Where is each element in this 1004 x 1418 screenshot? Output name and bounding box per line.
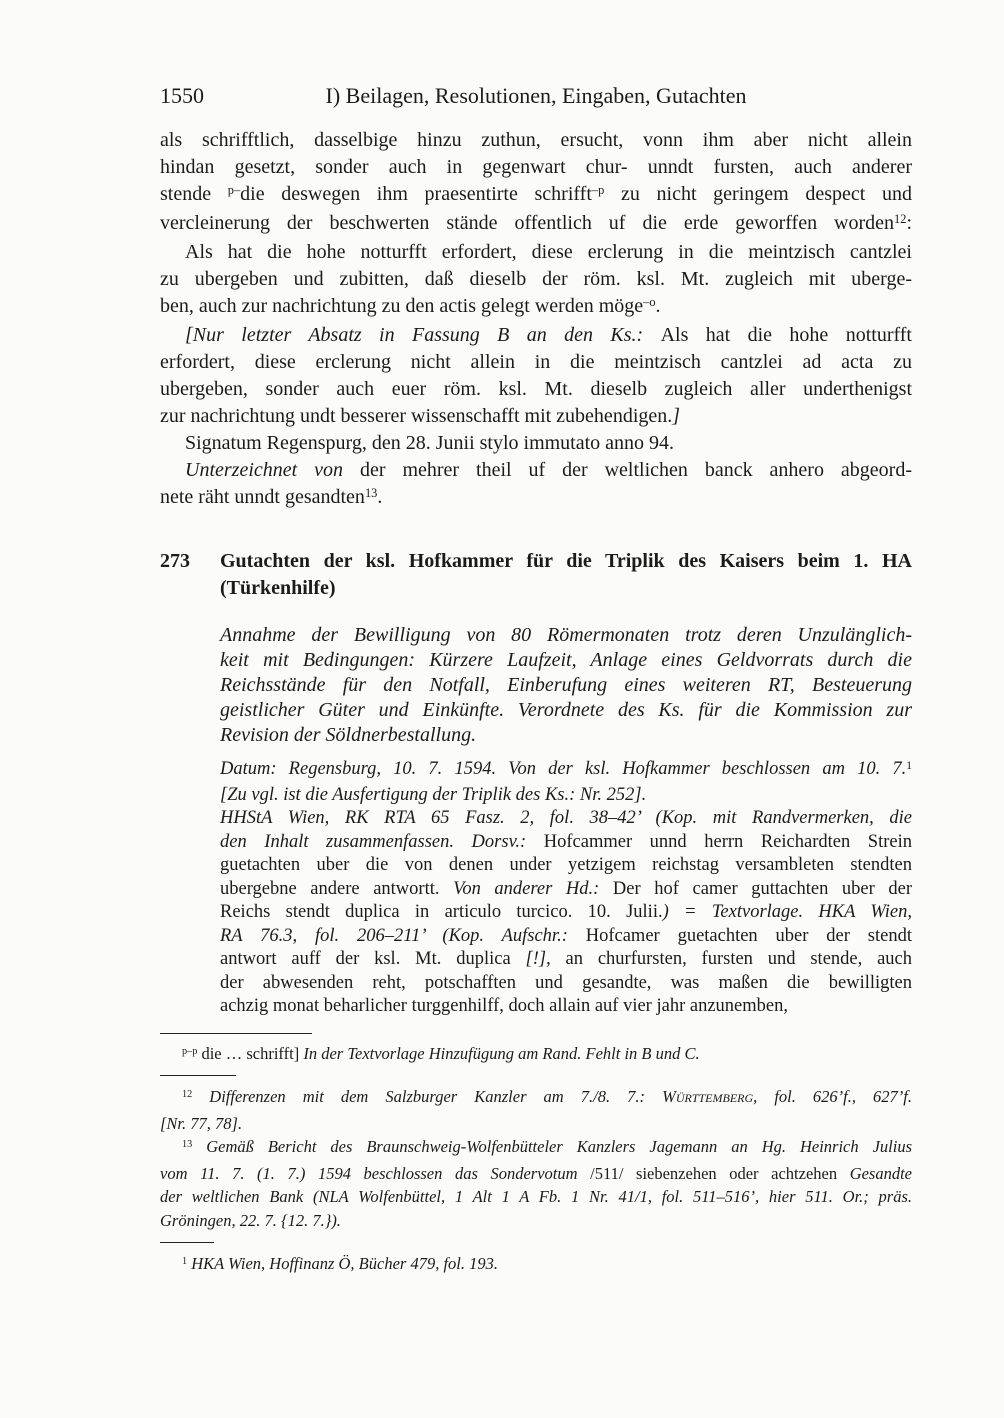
- text-line: [220, 648, 912, 673]
- source-note: [220, 758, 912, 1019]
- text-run: vom 11. 7. (1. 7.) 1594 beschlossen das Sondervotum: [160, 1163, 591, 1183]
- text-run: Gesandte: [849, 1163, 913, 1183]
- text-run: ]: [672, 405, 681, 427]
- text-run: den Inhalt zusammenfassen. Dorsv.:: [220, 831, 544, 852]
- footnote-1-rule: [160, 1242, 214, 1243]
- text-run: HHStA Wien, RK RTA 65 Fasz. 2, fol. 38–42’ (Kop. mit Randvermerken, die: [220, 808, 912, 828]
- text-line: [220, 948, 912, 972]
- text-line: [160, 484, 912, 513]
- text-line: [160, 293, 912, 322]
- footnote-12: [160, 1085, 912, 1135]
- body-paragraph-5: [160, 457, 912, 513]
- text-run: zu ubergeben und zubitten, daß dieselb der röm. ksl. Mt. zugleich mit uberge-: [160, 268, 912, 290]
- superscript-mark: 13: [364, 486, 378, 501]
- text-line: [160, 349, 912, 376]
- text-run: Differenzen mit dem Salzburger Kanzler am 7./8. 7.:: [209, 1087, 663, 1106]
- section-heading-273: [160, 548, 912, 602]
- text-run: [Nur letzter Absatz in Fassung B an den Ks.:: [185, 324, 661, 346]
- text-run: Württemberg: [662, 1087, 754, 1106]
- text-line: [220, 623, 912, 648]
- text-run: antwort auff der ksl. Mt. duplica: [220, 949, 526, 969]
- text-run: nete räht unndt gesandten: [160, 486, 365, 508]
- text-line: [160, 430, 912, 457]
- text-run: stende: [160, 183, 228, 205]
- text-run: Annahme der Bewilligung von 80 Römermonaten trotz deren Unzulänglich-: [220, 624, 912, 646]
- text-line: [160, 1112, 912, 1136]
- text-line: [220, 878, 912, 902]
- text-run: der abwesenden reht, potschafften und gesandte, was maßen die bewilligten: [220, 972, 912, 993]
- text-run: [192, 1087, 209, 1106]
- text-line: [220, 854, 912, 878]
- text-run: Gröningen, 22. 7. {12. 7.}).: [160, 1210, 341, 1230]
- text-line: [160, 181, 912, 210]
- text-line: [160, 266, 912, 293]
- text-line: [160, 1135, 912, 1162]
- text-run: , an churfursten, fursten und stende, auch: [546, 949, 913, 969]
- text-line: [220, 925, 912, 949]
- text-run: die … schrifft]: [197, 1043, 304, 1063]
- text-run: Als hat die hohe notturfft: [660, 324, 912, 346]
- text-run: /511/ siebenzehen oder achtzehen: [590, 1163, 850, 1183]
- footnote-1: [160, 1252, 912, 1279]
- superscript-mark: –p: [591, 183, 605, 198]
- text-line: [160, 1209, 912, 1233]
- text-run: hindan gesetzt, sonder auch in gegenwart chur- unndt fursten, auch anderer: [160, 156, 912, 178]
- text-line: [220, 784, 912, 808]
- text-run: geistlicher Güter und Einkünfte. Verordnete des Ks. für die Kommission zur: [220, 699, 912, 721]
- text-run: der weltlichen Bank (NLA Wolfenbüttel, 1 Alt 1 A Fb. 1 Nr. 41/1, fol. 511–516’, hier 511. Or.; präs.: [160, 1187, 912, 1206]
- text-run: Von anderer Hd.:: [453, 878, 613, 899]
- body-paragraph-2: [160, 239, 912, 322]
- superscript-mark: p–p: [182, 1045, 198, 1057]
- text-line: [160, 127, 912, 154]
- text-line: [220, 673, 912, 698]
- text-run: ) = Textvorlage. HKA Wien,: [662, 902, 913, 922]
- superscript-mark: 1: [182, 1256, 188, 1268]
- regest-summary: [220, 623, 912, 748]
- body-paragraph-1: [160, 127, 912, 239]
- text-line: [160, 376, 912, 403]
- text-run: ben, auch zur nachrichtung zu den actis gelegt werden möge: [160, 295, 644, 317]
- text-line: [220, 758, 912, 784]
- text-run: achzig monat beharlicher turggenhilff, doch allain auf vier jahr anzunemben,: [220, 996, 788, 1016]
- text-run: (Türkenhilfe): [220, 577, 336, 599]
- text-run: Hofcammer unnd herrn Reichardten Strein: [543, 831, 912, 852]
- text-run: vercleinerung der beschwerten stände offentlich uf die erde geworffen worden: [160, 212, 895, 234]
- text-line: [160, 239, 912, 266]
- text-line: [160, 1085, 912, 1112]
- text-line: [160, 403, 912, 430]
- text-run: Unterzeichnet von: [185, 459, 360, 481]
- text-run: HKA Wien, Hoffinanz Ö, Bücher 479, fol. 193.: [191, 1254, 498, 1273]
- apparatus-note-p: [160, 1042, 912, 1069]
- text-line: [160, 1042, 912, 1069]
- body-paragraph-3: [160, 322, 912, 430]
- text-run: Gutachten der ksl. Hofkammer für die Triplik des Kaisers beim 1. HA: [220, 550, 912, 572]
- text-run: In der Textvorlage Hinzufügung am Rand. Fehlt in B und C.: [303, 1043, 700, 1063]
- page-number: 1550: [160, 83, 204, 108]
- section-heading-text: [220, 548, 912, 602]
- section-number: 273: [160, 550, 190, 572]
- text-run: .: [655, 295, 661, 317]
- text-run: zu nicht geringem despect und: [604, 183, 912, 205]
- superscript-mark: –o: [643, 295, 656, 310]
- text-run: :: [906, 212, 912, 234]
- text-run: erfordert, diese erclerung nicht allein in die meintzisch cantzlei ad acta zu: [160, 351, 912, 373]
- running-title: I) Beilagen, Resolutionen, Eingaben, Gutachten: [325, 83, 747, 108]
- body-paragraph-4: [160, 430, 912, 457]
- page-content: [160, 127, 912, 1279]
- text-line: [220, 807, 912, 831]
- text-run: Revision der Söldnerbestallung.: [220, 724, 477, 746]
- superscript-mark: p–: [227, 183, 241, 198]
- text-line: [220, 723, 912, 748]
- text-line: [220, 995, 912, 1019]
- text-line: [160, 457, 912, 484]
- superscript-mark: 13: [182, 1139, 193, 1151]
- text-run: Als hat die hohe notturfft erfordert, diese erclerung in die meintzisch cantzlei: [185, 241, 912, 263]
- text-line: [220, 575, 912, 602]
- text-run: , fol. 626’f., 627’f.: [753, 1087, 913, 1106]
- superscript-mark: 12: [894, 212, 907, 227]
- text-run: ubergeben, sonder auch euer röm. ksl. Mt. dieselb zugleich aller underthenigst: [160, 378, 912, 400]
- text-line: [160, 1162, 912, 1186]
- text-run: die deswegen ihm praesentirte schrifft: [240, 183, 592, 205]
- text-run: als schrifftlich, dasselbige hinzu zuthun, ersucht, vonn ihm aber nicht allein: [160, 129, 912, 151]
- text-run: ubergebne andere antwortt.: [220, 878, 454, 899]
- text-run: Hofcamer guetachten uber der stendt: [585, 925, 912, 946]
- text-run: Reichsstände für den Notfall, Einberufung eines weiteren RT, Besteuerung: [220, 674, 912, 696]
- text-run: RA 76.3, fol. 206–211’ (Kop. Aufschr.:: [220, 925, 586, 946]
- text-run: guetachten uber die von denen under yetzigem reichstag versambleten stendten: [220, 855, 912, 875]
- text-line: [220, 698, 912, 723]
- text-run: Datum: Regensburg, 10. 7. 1594. Von der ksl. Hofkammer beschlossen am 10. 7.: [220, 759, 907, 779]
- text-run: Reichs stendt duplica in articulo turcico. 10. Julii.: [220, 902, 663, 922]
- text-line: [220, 972, 912, 996]
- text-line: [160, 1252, 912, 1279]
- text-line: [160, 210, 912, 239]
- text-run: [Nr. 77, 78].: [160, 1113, 243, 1133]
- footnote-13: [160, 1135, 912, 1232]
- text-run: [Zu vgl. ist die Ausfertigung der Triplik des Ks.: Nr. 252].: [220, 784, 647, 805]
- apparatus-rule: [160, 1033, 312, 1034]
- text-run: [!]: [525, 949, 547, 969]
- text-run: Der hof camer guttachten uber der: [612, 878, 913, 899]
- page-header: [160, 82, 912, 109]
- text-line: [220, 831, 912, 855]
- text-line: [220, 901, 912, 925]
- text-run: zur nachrichtung undt besserer wissenschafft mit zubehendigen.: [160, 405, 673, 427]
- text-line: [160, 1185, 912, 1209]
- text-run: [192, 1137, 206, 1156]
- superscript-mark: 12: [182, 1089, 193, 1101]
- superscript-mark: 1: [906, 759, 912, 772]
- footnote-rule: [160, 1075, 236, 1076]
- text-run: keit mit Bedingungen: Kürzere Laufzeit, Anlage eines Geldvorrats durch die: [220, 649, 912, 671]
- text-line: [160, 322, 912, 349]
- text-run: Gemäß Bericht des Braunschweig-Wolfenbütteler Kanzlers Jagemann an Hg. Heinrich Julius: [206, 1137, 912, 1156]
- text-line: [220, 548, 912, 575]
- text-run: der mehrer theil uf der weltlichen banck anhero abgeord-: [359, 459, 912, 481]
- text-run: .: [377, 486, 383, 508]
- text-run: Signatum Regenspurg, den 28. Junii stylo immutato anno 94.: [185, 432, 675, 454]
- text-line: [160, 154, 912, 181]
